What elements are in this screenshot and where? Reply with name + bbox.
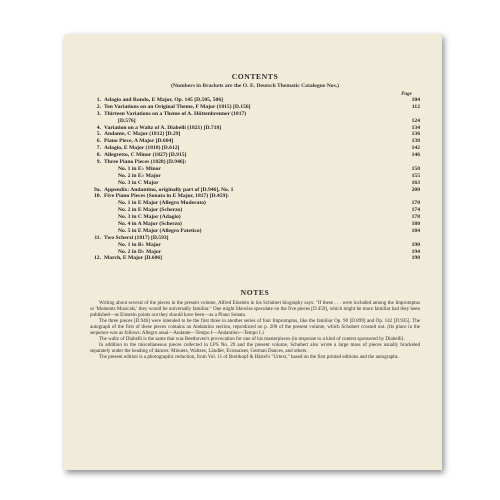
toc-page [400, 235, 420, 242]
toc-entry [90, 249, 420, 256]
toc-title: Variation on a Waltz of A. Diabelli (1821) [D.718] [104, 124, 222, 131]
toc-title: No. 1 in E Major (Allegro Moderato) [118, 200, 206, 207]
toc-entry [90, 131, 420, 138]
toc-page: 136 [411, 131, 420, 138]
toc-num: 4. [96, 124, 101, 131]
toc-num: 12. [94, 255, 101, 262]
toc-entry [90, 228, 420, 235]
toc-title: Three Piano Pieces (1828) [D.946]: [104, 159, 187, 166]
toc-title: No. 3 in C Major (Adagio) [118, 214, 181, 221]
toc-title: No. 2 in D♭ Major [118, 248, 162, 255]
toc-num: 8. [96, 152, 101, 159]
toc-page: 180 [411, 221, 420, 228]
page-column-label: Page [401, 91, 412, 97]
toc-entry [90, 173, 420, 180]
toc-entry [90, 187, 420, 194]
toc-title: Ten Variations on an Original Theme, F Major (1815) [D.156] [104, 103, 251, 110]
toc-page: 190 [411, 241, 420, 248]
toc-page [400, 159, 420, 166]
toc-entry [90, 200, 420, 207]
toc-page: 184 [411, 227, 420, 234]
toc-page: 194 [411, 248, 420, 255]
toc-entry [90, 125, 420, 132]
toc-title: No. 5 in E Major (Allegro Patetico) [118, 227, 202, 234]
toc-page: 142 [411, 145, 420, 152]
toc-entry [90, 221, 420, 228]
toc-entry [90, 180, 420, 187]
toc-title: [D.576] [118, 117, 136, 124]
toc-title: Appendix: Andantino, originally part of [D.946], No. 1 [104, 186, 234, 193]
toc-page: 155 [411, 172, 420, 179]
toc-num: 9. [96, 159, 101, 166]
toc-page [400, 111, 420, 118]
toc-page: 163 [411, 179, 420, 186]
toc-num: 5. [96, 131, 101, 138]
toc-num: 2. [96, 103, 101, 110]
toc-title: Five Piano Pieces (Sonata in E Major, 1817) [D.459]: [104, 193, 230, 200]
toc-page: 112 [411, 103, 420, 110]
toc-title: No. 3 in C Major [118, 179, 159, 186]
toc-entry [90, 152, 420, 159]
notes-body [90, 300, 420, 360]
toc-title: Thirteen Variations on a Theme of A. Hüttenbrenner (1817) [104, 110, 247, 117]
toc-num: 1. [96, 97, 101, 103]
toc-page: 134 [411, 124, 420, 131]
toc-entry [90, 118, 420, 125]
toc-entry [90, 255, 420, 262]
toc-entry [90, 97, 420, 104]
toc-entry [90, 104, 420, 111]
toc-page: 178 [411, 214, 420, 221]
catalogue-note: (Numbers in Brackets are the O. E. Deutsch Thematic Catalogue Nos.) [170, 83, 340, 89]
toc-title: No. 2 in E♭ Major [118, 172, 161, 179]
toc-num: 11. [94, 234, 101, 241]
toc-num: 7. [96, 145, 101, 152]
toc-num: 9a. [94, 186, 101, 193]
notes-heading: NOTES [240, 288, 270, 297]
notes-paragraph: The present edition is a photographic reduction, from Vol. 11 of Breitkopf & Härtel's "Urtext," based on the first printed editions and the autographs. [99, 354, 399, 361]
toc-entry [90, 138, 420, 145]
toc-title: Two Scherzi (1817) [D.593] [104, 234, 169, 241]
toc-page [400, 193, 420, 200]
toc-num: 6. [96, 138, 101, 145]
toc-title: March, E Major [D.606] [104, 255, 163, 262]
book-page [64, 34, 442, 470]
toc-entry [90, 111, 420, 118]
toc-entry [90, 193, 420, 200]
toc-num: 3. [96, 110, 101, 117]
toc-title: No. 2 in E Major (Scherzo) [118, 207, 183, 214]
toc-page: 104 [411, 97, 420, 103]
toc-page: 174 [411, 207, 420, 214]
toc-entry [90, 207, 420, 214]
toc-title: Piano Piece, A Major [D.604] [104, 138, 174, 145]
contents-heading: CONTENTS [231, 72, 279, 81]
notes-paragraph: Writing about several of the pieces in the present volume, Alfred Einstein in his Schubert biography says: "If these . . . were included among the Impromptus or 'Moments Musicals,' they would be universally familiar." One might likewise speculate on the five pieces [D.459], which might be more familiar had they been published—as Einstein points out they should have been—as a Piano Sonata. [90, 300, 420, 319]
notes-paragraph: In addition to the miscellaneous pieces collected in LPS No. 29 and the present volume, Schubert also wrote a large mass of pieces usually bracketed separately under the heading of dances: Minuets, Waltzes, Ländler, Ecossaises, German Dances, and others. [90, 342, 420, 355]
toc-title: Allegretto, C Minor (1827) [D.915] [104, 152, 187, 159]
toc-title: Adagio, E Major (1818) [D.612] [104, 145, 180, 152]
notes-paragraph: The waltz of Diabelli is the same that was Beethoven's provocation for one of his masterpieces (in response to a kind of contest sponsored by Diabelli). [99, 336, 405, 343]
toc-page: 146 [411, 152, 420, 159]
toc-title: Adagio and Rondo, E Major, Op. 145 [D.505, 506] [104, 97, 223, 103]
toc-page: 200 [411, 186, 420, 193]
toc-entry [90, 166, 420, 173]
toc-entry [90, 214, 420, 221]
toc-page: 150 [411, 165, 420, 172]
toc-title: No. 1 in B♭ Major [118, 241, 161, 248]
toc-entry [90, 159, 420, 166]
toc-page: 138 [411, 138, 420, 145]
toc-entry [90, 145, 420, 152]
table-of-contents [90, 97, 420, 262]
toc-title: Andante, C Major (1812) [D.29] [104, 131, 181, 138]
toc-page: 124 [411, 117, 420, 124]
toc-entry [90, 242, 420, 249]
notes-paragraph: The three pieces [D.946] were intended to be the first three in another series of four Impromptus, like the familiar Op. 90 [D.899] and Op. 142 [D.935]. The autograph of the first of these pieces contains an Andantino section, reproduced on p. 200 of the present volume, which Schubert crossed out. (Its place in the sequence was as follows: Allegro assai—Andante—Tempo I—Andantino—Tempo I.) [90, 318, 420, 337]
toc-entry [90, 235, 420, 242]
toc-page: 198 [411, 255, 420, 262]
toc-page: 170 [411, 200, 420, 207]
toc-title: No. 4 in A Major (Scherzo) [118, 221, 182, 228]
toc-num: 10. [94, 193, 101, 200]
toc-title: No. 1 in E♭ Minor [118, 165, 161, 172]
